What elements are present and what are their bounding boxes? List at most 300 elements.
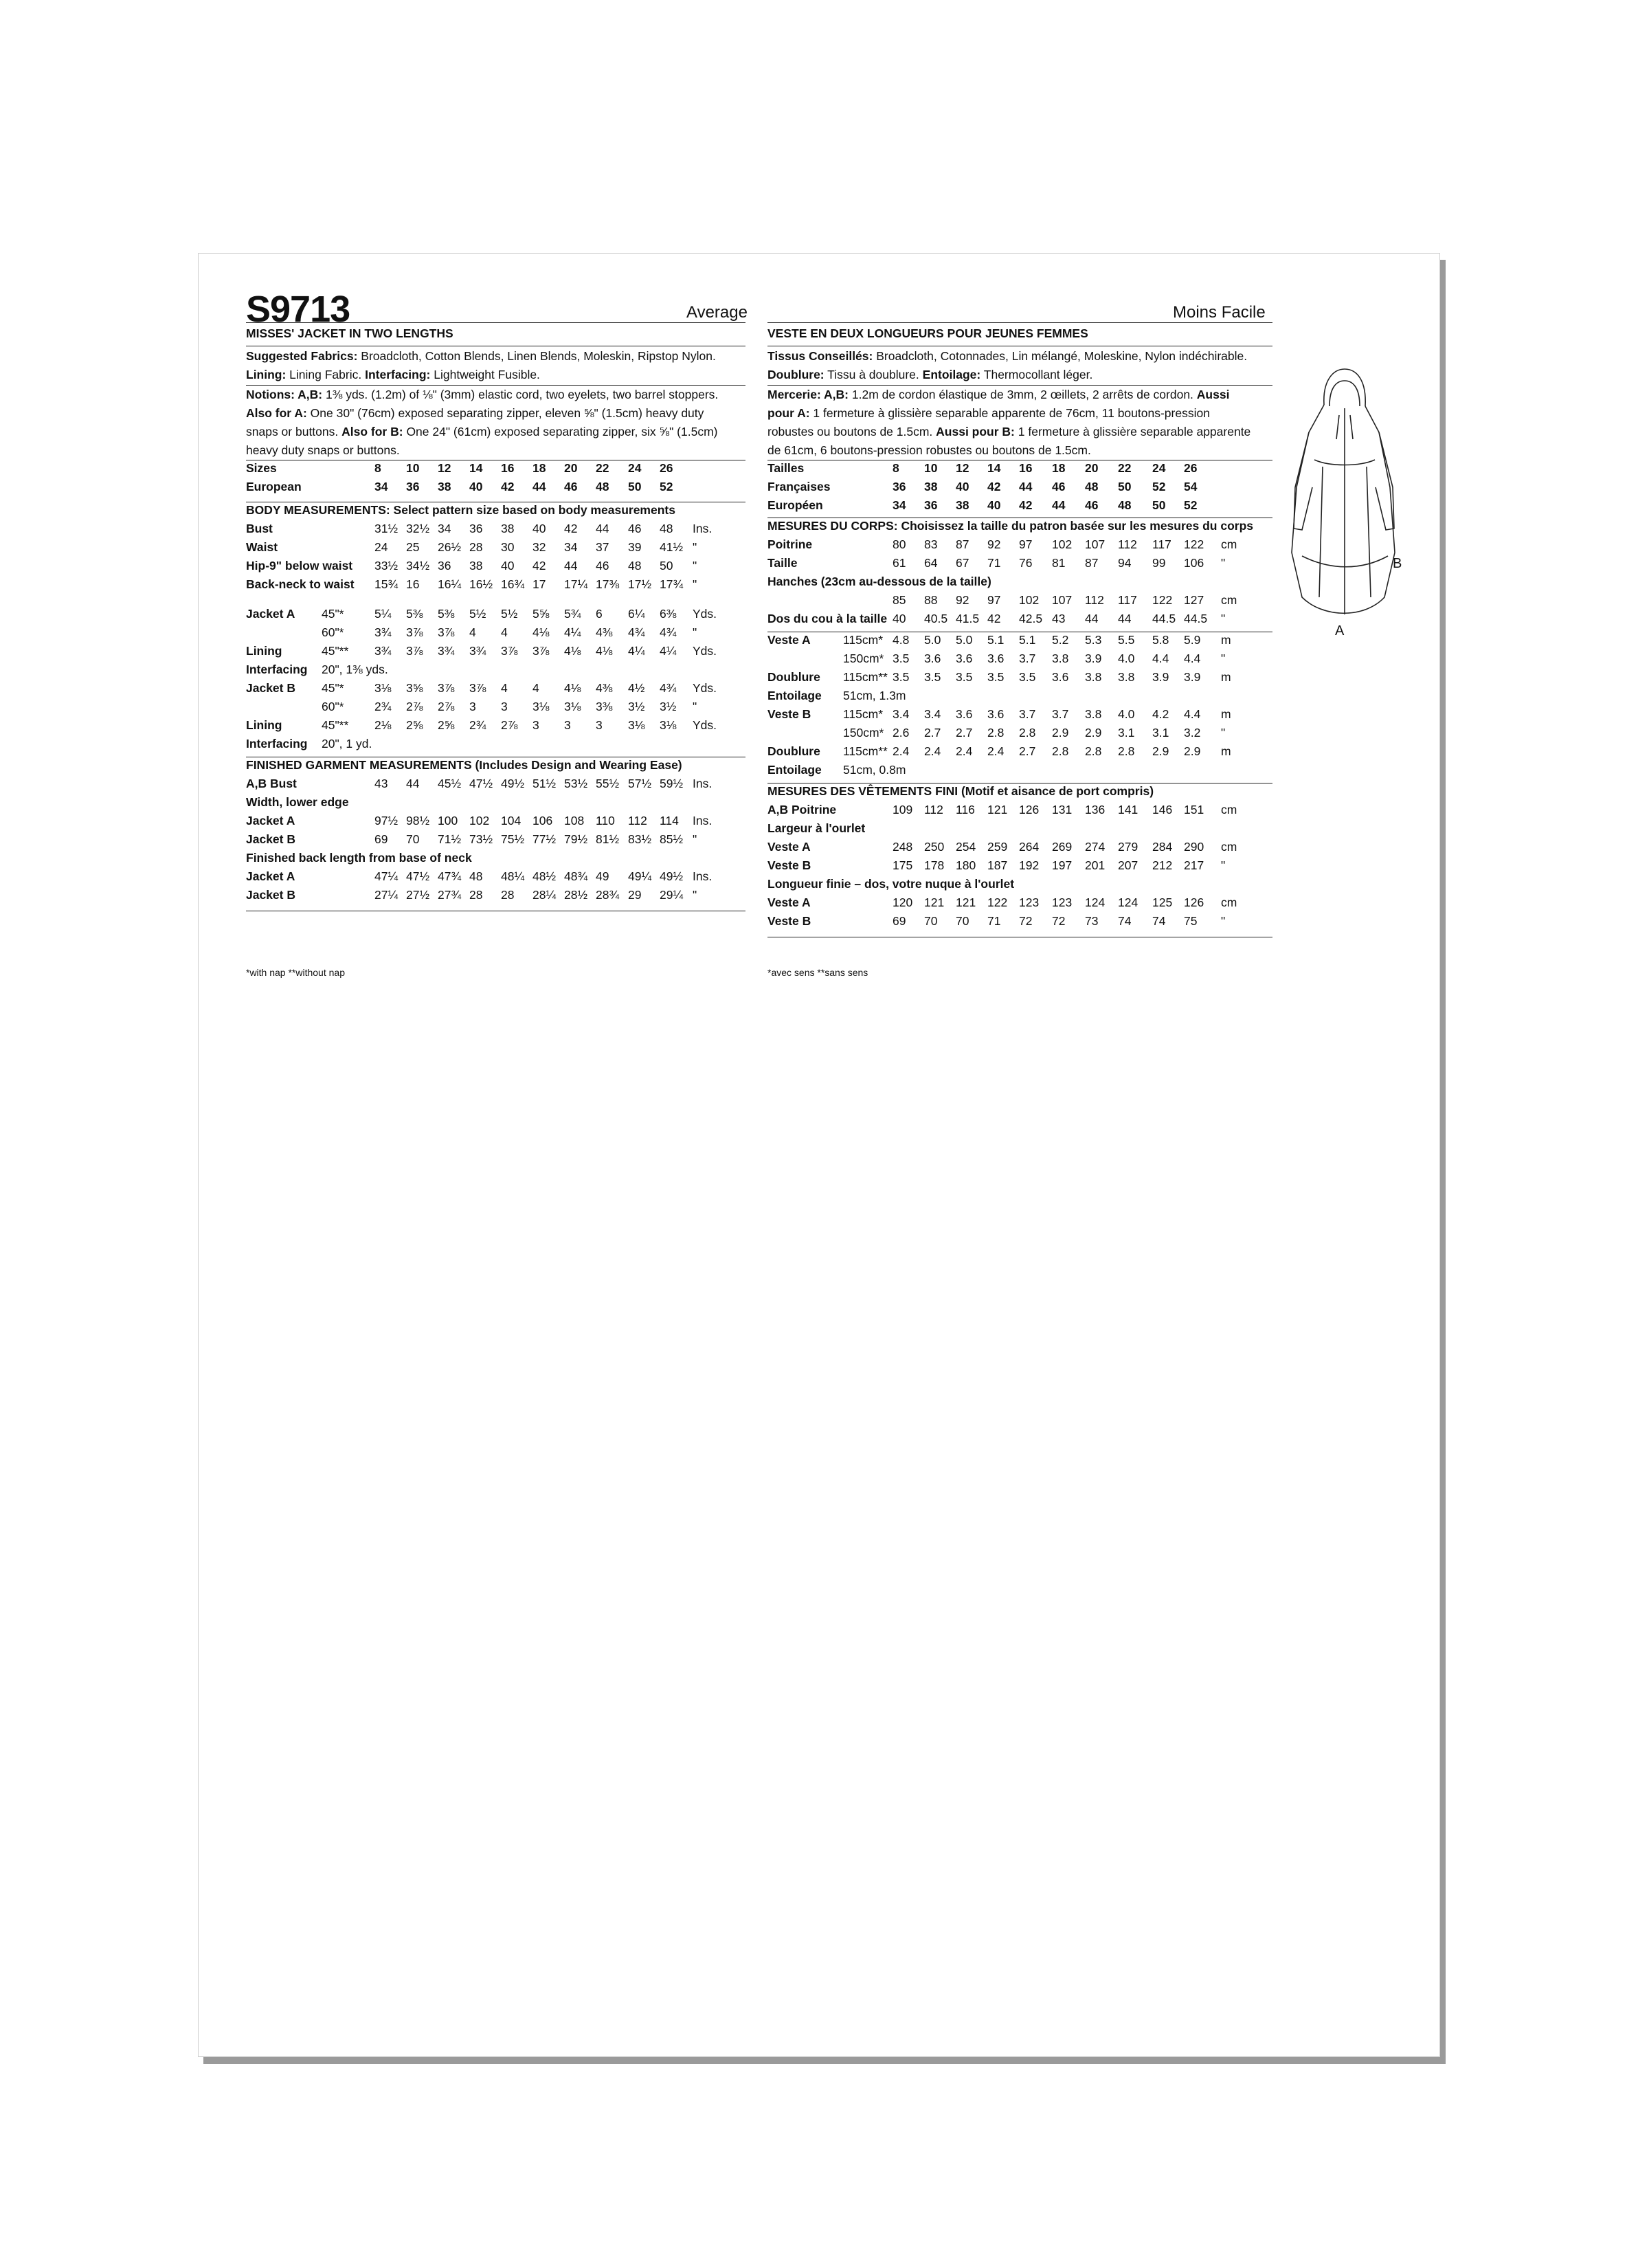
cell-value: 3⅞ (438, 681, 455, 695)
table-row (767, 821, 1290, 840)
table-row (767, 480, 1290, 498)
fabric-width: 150cm* (843, 652, 884, 665)
cell-value: 2⅝ (406, 718, 423, 732)
cell-value: 3⅝ (406, 681, 423, 695)
cell-value: 112 (1118, 537, 1137, 551)
row-label: Back-neck to waist (246, 577, 355, 591)
cell-value: 4¾ (660, 625, 677, 639)
cell-value: 3¾ (469, 644, 486, 658)
cell-value: 42 (987, 480, 1001, 493)
cell-value: 34½ (406, 559, 430, 572)
cell-value: 2⅞ (501, 718, 518, 732)
cell-value: 3.9 (1085, 652, 1102, 665)
cell-value: 45½ (438, 777, 462, 790)
cell-value: 2.4 (956, 744, 973, 758)
cell-value: 112 (1085, 593, 1104, 607)
row-label: Jacket A (246, 607, 295, 621)
cell-value: 121 (924, 896, 945, 909)
cell-value: 77½ (532, 832, 557, 846)
cell-value: 3.5 (893, 670, 910, 684)
cell-value: 5⅜ (438, 607, 455, 621)
cell-value: 50 (660, 559, 673, 572)
cell-value: 50 (1118, 480, 1132, 493)
row-label: Tailles (767, 461, 805, 475)
cell-value: 64 (924, 556, 938, 570)
cell-value: 49½ (660, 869, 684, 883)
unit: Ins. (693, 814, 713, 827)
cell-value: 192 (1019, 858, 1040, 872)
row-label: Dos du cou à la taille (767, 612, 888, 625)
cell-value: 121 (987, 803, 1008, 816)
cell-value: 126 (1184, 896, 1204, 909)
cell-value: 24 (374, 540, 388, 554)
cell-value: 5¼ (374, 607, 392, 621)
cell-value: 32½ (406, 522, 430, 535)
cell-value: 178 (924, 858, 945, 872)
cell-value: 80 (893, 537, 906, 551)
cell-value: 2.8 (1052, 744, 1069, 758)
cell-value: 28 (501, 888, 515, 902)
cell-value: 29 (628, 888, 642, 902)
cell-value: 284 (1152, 840, 1173, 854)
cell-value: 94 (1118, 556, 1132, 570)
cell-value: 5.0 (924, 633, 941, 647)
row-label: Width, lower edge (246, 795, 349, 809)
cell-value: 16¼ (438, 577, 462, 591)
cell-value: 40 (532, 522, 546, 535)
cell-value: 17¼ (564, 577, 588, 591)
cell-value: 28½ (564, 888, 588, 902)
cell-value: 44 (406, 777, 420, 790)
cell-value: 81½ (596, 832, 620, 846)
table-row (767, 575, 1290, 593)
cell-value: 201 (1085, 858, 1106, 872)
cell-value: 3⅞ (438, 625, 455, 639)
cell-value: 3 (469, 700, 476, 713)
cell-value: 54 (1184, 480, 1198, 493)
table-row (767, 461, 1290, 480)
cell-value: 107 (1085, 537, 1106, 551)
cell-value: 2⅞ (438, 700, 455, 713)
cell-value: 117 (1152, 537, 1171, 551)
cell-value: 30 (501, 540, 515, 554)
row-label: Lining (246, 718, 282, 732)
unit: Yds. (693, 644, 717, 658)
cell-value: 2.9 (1052, 726, 1069, 740)
cell-value: 16¾ (501, 577, 525, 591)
cell-value: 100 (438, 814, 458, 827)
cell-value: 38 (501, 522, 515, 535)
fabric-width: 60"* (322, 700, 344, 713)
cell-value: 4¼ (628, 644, 645, 658)
cell-value: 42 (1019, 498, 1033, 512)
row-label: European (246, 480, 302, 493)
unit: Ins. (693, 869, 713, 883)
unit: " (693, 625, 697, 639)
table-row (767, 633, 1290, 652)
cell-value: 2¾ (469, 718, 486, 732)
cell-value: 117 (1118, 593, 1137, 607)
cell-value: 3⅞ (501, 644, 518, 658)
unit: Ins. (693, 777, 713, 790)
cell-value: 50 (628, 480, 642, 493)
fabrics-text-fr: Tissus Conseillés: Broadcloth, Cotonnades, Lin mélangé, Moleskine, Nylon indéchirable. Doublure: Tissu à doublure. Entoilage: Thermocollant léger. (767, 349, 1248, 381)
cell-value: 3⅛ (628, 718, 645, 732)
cell-value: 28¾ (596, 888, 620, 902)
cell-value: 2.6 (893, 726, 910, 740)
cell-value: 92 (987, 537, 1001, 551)
cell-value: 4½ (628, 681, 645, 695)
cell-value: 73½ (469, 832, 493, 846)
section-heading: MESURES DU CORPS: Choisissez la taille du patron basée sur les mesures du corps (767, 519, 1254, 533)
cell-value: 43 (1052, 612, 1066, 625)
fabric-width: 115cm** (843, 670, 888, 684)
table-row (767, 707, 1290, 726)
cell-value: 4¼ (564, 625, 581, 639)
cell-value: 4 (532, 681, 539, 695)
cell-value: 250 (924, 840, 945, 854)
cell-value: 36 (438, 559, 451, 572)
cell-value: 40 (469, 480, 483, 493)
unit: cm (1221, 803, 1237, 816)
cell-value: 3.8 (1118, 670, 1135, 684)
cell-value: 40 (987, 498, 1001, 512)
unit: cm (1221, 896, 1237, 909)
cell-value: 44 (564, 559, 578, 572)
cell-value: 48¾ (564, 869, 588, 883)
cell-value: 79½ (564, 832, 588, 846)
row-label: Poitrine (767, 537, 813, 551)
row-label: Sizes (246, 461, 277, 475)
cell-value: 70 (406, 832, 420, 846)
cell-value: 2.9 (1085, 726, 1102, 740)
row-label: Veste B (767, 914, 811, 928)
table-row (767, 726, 1290, 744)
cell-value: 44 (596, 522, 609, 535)
cell-value: 207 (1118, 858, 1138, 872)
cell-value: 32 (532, 540, 546, 554)
cell-value: 39 (628, 540, 642, 554)
cell-value: 28¼ (532, 888, 557, 902)
cell-value: 4.0 (1118, 707, 1135, 721)
cell-value: 17⅜ (596, 577, 620, 591)
unit: " (693, 700, 697, 713)
cell-value: 3⅛ (532, 700, 550, 713)
cell-value: 72 (1019, 914, 1033, 928)
cell-value: 46 (1085, 498, 1099, 512)
unit: m (1221, 670, 1231, 684)
cell-value: 46 (564, 480, 578, 493)
cell-value: 5½ (501, 607, 518, 621)
cell-value: 274 (1085, 840, 1106, 854)
row-label: Françaises (767, 480, 831, 493)
row-label: Jacket B (246, 888, 295, 902)
cell-value: 42 (987, 612, 1001, 625)
row-label: Finished back length from base of neck (246, 851, 472, 865)
cell-value: 27½ (406, 888, 430, 902)
fabric-width: 60"* (322, 625, 344, 639)
unit: " (693, 540, 697, 554)
cell-value: 67 (956, 556, 969, 570)
cell-value: 4 (469, 625, 476, 639)
unit: " (1221, 652, 1226, 665)
unit: cm (1221, 537, 1237, 551)
unit: " (1221, 612, 1226, 625)
cell-value: 47¼ (374, 869, 399, 883)
row-label: Doublure (767, 744, 820, 758)
row-label: Hanches (23cm au-dessous de la taille) (767, 575, 991, 588)
cell-value: 36 (924, 498, 938, 512)
cell-value: 12 (438, 461, 451, 475)
cell-value: 3.9 (1184, 670, 1201, 684)
cell-value: 3.6 (956, 652, 973, 665)
fabric-width: 115cm** (843, 744, 888, 758)
cell-value: 124 (1118, 896, 1138, 909)
unit: cm (1221, 840, 1237, 854)
cell-value: 73 (1085, 914, 1099, 928)
cell-value: 69 (893, 914, 906, 928)
row-label: Entoilage (767, 763, 822, 777)
cell-value: 8 (374, 461, 381, 475)
difficulty-label-fr: Moins Facile (1173, 303, 1266, 322)
table-row (767, 689, 1290, 707)
pattern-code: S9713 (246, 289, 350, 330)
cell-value: 46 (596, 559, 609, 572)
cell-value: 254 (956, 840, 976, 854)
cell-value: 3.6 (1052, 670, 1069, 684)
row-label: Hip-9" below waist (246, 559, 353, 572)
cell-value: 248 (893, 840, 913, 854)
cell-value: 20 (564, 461, 578, 475)
cell-value: 42 (564, 522, 578, 535)
cell-value: 5.2 (1052, 633, 1069, 647)
cell-value: 12 (956, 461, 969, 475)
cell-value: 97 (987, 593, 1001, 607)
cell-value: 4⅛ (532, 625, 550, 639)
section-heading: MESURES DES VÊTEMENTS FINI (Motif et aisance de port compris) (767, 784, 1154, 798)
cell-value: 48 (1118, 498, 1132, 512)
table-row (767, 612, 1290, 630)
cell-value: 112 (924, 803, 943, 816)
cell-value: 4.4 (1152, 652, 1169, 665)
unit: " (693, 832, 697, 846)
row-label: Doublure (767, 670, 820, 684)
cell-value: 3.5 (893, 652, 910, 665)
cell-value: 48 (1085, 480, 1099, 493)
cell-value: 3⅛ (660, 718, 677, 732)
cell-value: 4.0 (1118, 652, 1135, 665)
cell-value: 6¼ (628, 607, 645, 621)
cell-value: 33½ (374, 559, 399, 572)
cell-value: 42.5 (1019, 612, 1043, 625)
cell-value: 27¾ (438, 888, 462, 902)
cell-value: 55½ (596, 777, 620, 790)
cell-value: 2⅛ (374, 718, 392, 732)
cell-value: 3¾ (374, 644, 392, 658)
cell-value: 99 (1152, 556, 1166, 570)
cell-value: 57½ (628, 777, 652, 790)
cell-value: 31½ (374, 522, 399, 535)
table-row (767, 877, 1290, 896)
fabric-width: 45"* (322, 607, 344, 621)
cell-value: 3.4 (893, 707, 910, 721)
cell-value: 5¾ (564, 607, 581, 621)
cell-value: 38 (469, 559, 483, 572)
row-label: Waist (246, 540, 278, 554)
row-label: A,B Bust (246, 777, 297, 790)
cell-value: 3¾ (438, 644, 455, 658)
cell-value: 59½ (660, 777, 684, 790)
fabric-width: 45"* (322, 681, 344, 695)
cell-value: 2.4 (924, 744, 941, 758)
cell-value: 6⅜ (660, 607, 677, 621)
cell-value: 3½ (628, 700, 645, 713)
cell-value: 24 (1152, 461, 1166, 475)
cell-value: 10 (924, 461, 938, 475)
fabric-width: 115cm* (843, 633, 884, 647)
cell-value: 16 (501, 461, 515, 475)
cell-value: 38 (924, 480, 938, 493)
cell-value: 34 (564, 540, 578, 554)
cell-value: 24 (628, 461, 642, 475)
cell-value: 122 (1152, 593, 1173, 607)
cell-value: 4.4 (1184, 652, 1201, 665)
cell-value: 5.0 (956, 633, 973, 647)
cell-value: 97 (1019, 537, 1033, 551)
cell-value: 69 (374, 832, 388, 846)
cell-value: 40 (501, 559, 515, 572)
cell-value: 125 (1152, 896, 1173, 909)
cell-value: 42 (501, 480, 515, 493)
cell-value: 3.1 (1118, 726, 1135, 740)
cell-value: 2⅝ (438, 718, 455, 732)
unit: " (693, 559, 697, 572)
row-label: Interfacing (246, 663, 308, 676)
cell-value: 4 (501, 681, 508, 695)
cell-value: 4.4 (1184, 707, 1201, 721)
row-label: Largeur à l'ourlet (767, 821, 866, 835)
cell-value: 53½ (564, 777, 588, 790)
cell-value: 36 (893, 480, 906, 493)
cell-value: 34 (438, 522, 451, 535)
fabric-width: 51cm, 0.8m (843, 763, 906, 777)
unit: " (1221, 858, 1226, 872)
cell-value: 17¾ (660, 577, 684, 591)
cell-value: 40 (893, 612, 906, 625)
table-row (767, 858, 1290, 877)
cell-value: 44 (1019, 480, 1033, 493)
cell-value: 127 (1184, 593, 1204, 607)
cell-value: 3.7 (1052, 707, 1069, 721)
cell-value: 46 (1052, 480, 1066, 493)
cell-value: 5.3 (1085, 633, 1102, 647)
row-label: Longueur finie – dos, votre nuque à l'ourlet (767, 877, 1015, 891)
cell-value: 4⅛ (564, 681, 581, 695)
cell-value: 44 (1118, 612, 1132, 625)
table-row (767, 840, 1290, 858)
cell-value: 43 (374, 777, 388, 790)
cell-value: 3.8 (1085, 707, 1102, 721)
cell-value: 2.4 (893, 744, 910, 758)
cell-value: 3.8 (1085, 670, 1102, 684)
table-row (767, 537, 1290, 556)
cell-value: 48 (660, 522, 673, 535)
cell-value: 28 (469, 540, 483, 554)
cell-value: 37 (596, 540, 609, 554)
cell-value: 290 (1184, 840, 1204, 854)
cell-value: 3 (532, 718, 539, 732)
cell-value: 3.6 (956, 707, 973, 721)
cell-value: 2⅞ (406, 700, 423, 713)
cell-value: 5.8 (1152, 633, 1169, 647)
cell-value: 48½ (532, 869, 557, 883)
cell-value: 18 (1052, 461, 1066, 475)
cell-value: 88 (924, 593, 938, 607)
cell-value: 47½ (469, 777, 493, 790)
view-b-label: B (1393, 556, 1402, 571)
cell-value: 15¾ (374, 577, 399, 591)
cell-value: 71½ (438, 832, 462, 846)
cell-value: 3.5 (924, 670, 941, 684)
notions-text: Notions: A,B: 1⅜ yds. (1.2m) of ⅛" (3mm) elastic cord, two eyelets, two barrel stoppers. Also for A: One 30" (76cm) exposed separating zipper, eleven ⅝" (1.5cm) heavy duty snaps or buttons. Also for B: One 24" (61cm) exposed separating zipper, six ⅝" (1.5cm) heavy duty snaps or buttons. (246, 388, 719, 457)
row-label: Jacket B (246, 832, 295, 846)
cell-value: 22 (1118, 461, 1132, 475)
cell-value: 120 (893, 896, 913, 909)
cell-value: 17 (532, 577, 546, 591)
cell-value: 75½ (501, 832, 525, 846)
cell-value: 52 (1184, 498, 1198, 512)
cell-value: 4¾ (660, 681, 677, 695)
cell-value: 25 (406, 540, 420, 554)
cell-value: 3.6 (987, 707, 1005, 721)
cell-value: 2.7 (956, 726, 973, 740)
row-label: Bust (246, 522, 273, 535)
cell-value: 10 (406, 461, 420, 475)
unit: " (1221, 914, 1226, 928)
cell-value: 151 (1184, 803, 1204, 816)
divider (767, 322, 1272, 323)
cell-value: 4⅛ (564, 644, 581, 658)
fabric-width: 20", 1⅜ yds. (322, 663, 388, 676)
fabrics-text: Suggested Fabrics: Broadcloth, Cotton Blends, Linen Blends, Moleskin, Ripstop Nylon. Lining: Lining Fabric. Interfacing: Lightweight Fusible. (246, 349, 716, 381)
cell-value: 41½ (660, 540, 684, 554)
cell-value: 47½ (406, 869, 430, 883)
cell-value: 3⅞ (406, 644, 423, 658)
cell-value: 26 (1184, 461, 1198, 475)
cell-value: 146 (1152, 803, 1173, 816)
table-row (767, 556, 1290, 575)
cell-value: 48 (628, 559, 642, 572)
cell-value: 22 (596, 461, 609, 475)
cell-value: 20 (1085, 461, 1099, 475)
cell-value: 36 (406, 480, 420, 493)
row-label: Lining (246, 644, 282, 658)
cell-value: 3.9 (1152, 670, 1169, 684)
fabric-width: 45"** (322, 718, 349, 732)
jacket-illustration (1281, 350, 1405, 645)
cell-value: 107 (1052, 593, 1073, 607)
cell-value: 34 (893, 498, 906, 512)
cell-value: 269 (1052, 840, 1073, 854)
cell-value: 40.5 (924, 612, 948, 625)
cell-value: 3.5 (1019, 670, 1036, 684)
cell-value: 51½ (532, 777, 557, 790)
cell-value: 52 (660, 480, 673, 493)
cell-value: 87 (956, 537, 969, 551)
cell-value: 175 (893, 858, 913, 872)
unit: m (1221, 744, 1231, 758)
cell-value: 3⅞ (532, 644, 550, 658)
